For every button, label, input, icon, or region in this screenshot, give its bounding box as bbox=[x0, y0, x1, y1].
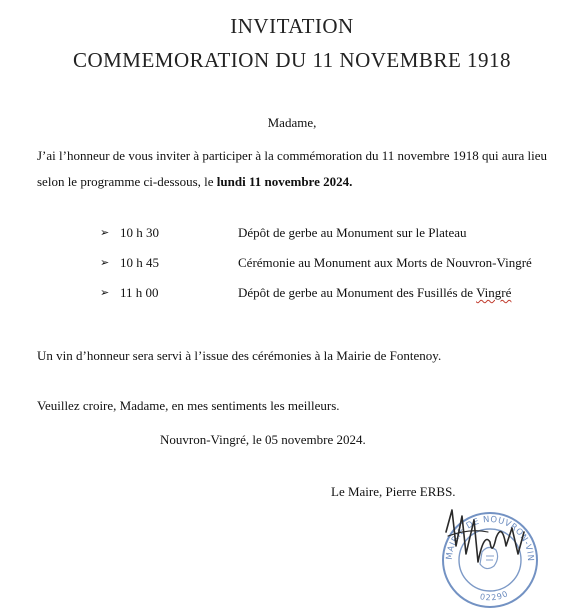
closing-formula: Veuillez croire, Madame, en mes sentiments les meilleurs. bbox=[37, 398, 340, 413]
svg-text:MAIRIE DE NOUVRON-VINGRÉ: MAIRIE DE NOUVRON-VIN bbox=[444, 514, 536, 562]
program-description bbox=[238, 278, 511, 308]
official-stamp-icon bbox=[430, 502, 548, 608]
arrow-bullet-icon: ➢ bbox=[100, 227, 110, 239]
program-time: 10 h 30 bbox=[120, 225, 159, 240]
program-item bbox=[100, 278, 560, 308]
mayor-stamp-and-signature bbox=[430, 502, 548, 608]
arrow-bullet-icon: ➢ bbox=[100, 257, 110, 269]
svg-text:02290: 02290 bbox=[479, 588, 511, 603]
wine-reception-note: Un vin d’honneur sera servi à l’issue des cérémonies à la Mairie de Fontenoy. bbox=[37, 348, 442, 363]
marianne-emblem-icon bbox=[480, 547, 498, 568]
program-description: Cérémonie au Monument aux Morts de Nouvron-Vingré bbox=[238, 255, 532, 270]
place-and-date: Nouvron-Vingré, le 05 novembre 2024. bbox=[160, 432, 366, 447]
program-description: Dépôt de gerbe au Monument sur le Plateau bbox=[238, 225, 467, 240]
program-time: 10 h 45 bbox=[120, 255, 159, 270]
program-description-text: Dépôt de gerbe au Monument des Fusillés de bbox=[238, 285, 477, 300]
program-item bbox=[100, 248, 560, 278]
intro-paragraph bbox=[37, 143, 557, 195]
invitation-title: INVITATION bbox=[230, 14, 354, 38]
salutation: Madame, bbox=[267, 115, 317, 130]
program-time: 11 h 00 bbox=[120, 285, 159, 300]
mayor-signatory: Le Maire, Pierre ERBS. bbox=[331, 484, 456, 499]
arrow-bullet-icon: ➢ bbox=[100, 287, 110, 299]
program-list bbox=[100, 218, 560, 308]
program-item bbox=[100, 218, 560, 248]
intro-date: lundi 11 novembre 2024. bbox=[216, 174, 353, 189]
intro-text: J’ai l’honneur de vous inviter à participer à la commémoration du 11 novembre 1918 qui aura lieu selon le programme ci-dessous, le bbox=[37, 148, 547, 189]
spellcheck-flagged-word: Vingré bbox=[476, 285, 512, 300]
commemoration-title: COMMEMORATION DU 11 NOVEMBRE 1918 bbox=[72, 48, 512, 72]
